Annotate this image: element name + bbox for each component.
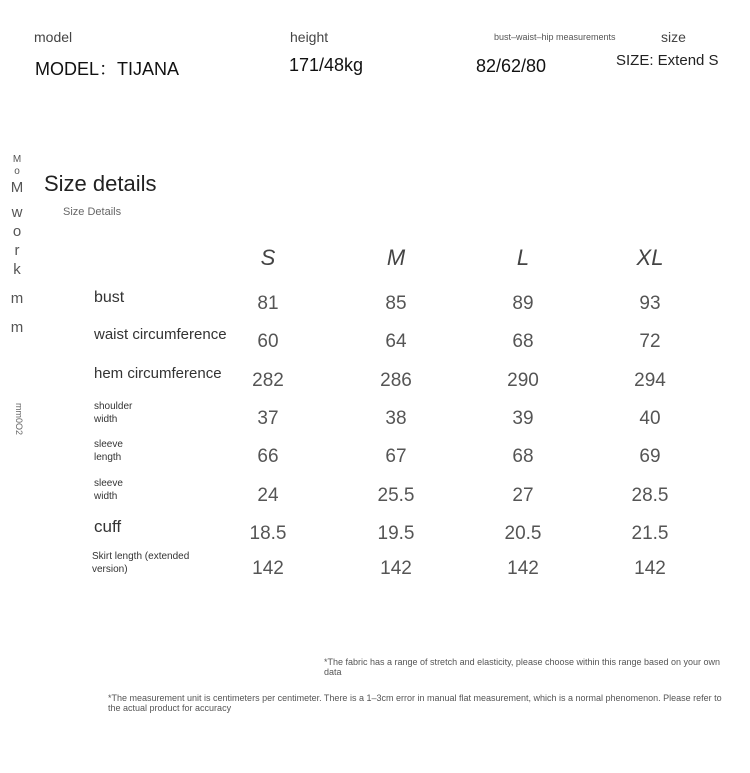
height-value: 171/48kg [289,55,364,75]
cell-skirt-xl: 142 [634,558,666,579]
cell-hem-xl: 294 [634,370,666,391]
row-label-skirt-length: Skirt length (extended version) [92,551,190,575]
size-label: size [661,29,686,45]
row-label-waist: waist circumference [94,326,227,343]
cell-bust-l: 89 [512,293,534,314]
side-code-text: mm0O2 [14,403,24,436]
row-label-bust: bust [94,289,125,306]
cell-cuff-m: 19.5 [377,523,415,544]
column-header-s: S [260,245,276,270]
cell-bust-xl: 93 [639,293,661,314]
cell-sleeve-length-m: 67 [385,446,407,467]
cell-shoulder-s: 37 [257,408,279,429]
cell-cuff-s: 18.5 [249,523,287,544]
measurements-label: bust–waist–hip measurements [494,32,616,42]
row-label-shoulder: shoulder width [94,401,133,425]
cell-sleeve-length-s: 66 [257,446,279,467]
row-label-sleeve-width: sleeve width [94,478,123,502]
side-letter: k [13,261,21,278]
cell-hem-l: 290 [507,370,539,391]
row-label-cuff: cuff [94,517,122,536]
cell-skirt-m: 142 [380,558,412,579]
cell-waist-s: 60 [257,331,279,352]
cell-shoulder-l: 39 [512,408,534,429]
cell-sleeve-width-m: 25.5 [377,485,415,506]
side-letter: r [14,242,20,259]
cell-cuff-l: 20.5 [504,523,542,544]
cell-skirt-l: 142 [507,558,539,579]
measurement-note: *The measurement unit is centimeters per centimeter. There is a 1–3cm error in manual flat measurement, which is a normal phenomenon. Please refer to the actual product for accuracy [108,693,722,713]
model-value: MODEL：TIJANA [35,59,180,79]
cell-hem-s: 282 [252,370,284,391]
side-letter: o [12,223,22,240]
side-brand-text [10,154,24,337]
cell-sleeve-width-xl: 28.5 [631,485,669,506]
row-label-sleeve-length: sleeve length [94,439,123,463]
side-letter: o [14,166,20,177]
height-label: height [290,29,329,45]
side-letter: m [10,290,24,307]
cell-shoulder-xl: 40 [639,408,661,429]
row-label-hem: hem circumference [94,365,222,382]
cell-cuff-xl: 21.5 [631,523,669,544]
cell-waist-l: 68 [512,331,534,352]
side-letter: M [10,179,24,196]
section-title: Size details [44,171,157,196]
cell-sleeve-width-s: 24 [257,485,279,506]
cell-hem-m: 286 [380,370,412,391]
measurements-value: 82/62/80 [476,56,547,76]
column-header-m: M [386,245,406,270]
model-label: model [34,29,73,45]
cell-bust-s: 81 [257,293,279,314]
cell-sleeve-length-xl: 69 [639,446,661,467]
column-header-xl: XL [636,245,664,270]
side-letter: m [10,319,24,336]
column-header-l: L [516,245,530,270]
stretch-note: *The fabric has a range of stretch and elasticity, please choose within this range based on your own data [324,657,721,677]
section-subtitle: Size Details [63,206,122,218]
cell-bust-m: 85 [385,293,407,314]
cell-shoulder-m: 38 [385,408,407,429]
size-value: SIZE: Extend S [616,52,719,69]
cell-waist-m: 64 [385,331,407,352]
cell-sleeve-length-l: 68 [512,446,534,467]
cell-waist-xl: 72 [639,331,661,352]
side-letter: w [11,204,23,221]
side-letter: M [12,154,22,165]
cell-skirt-s: 142 [252,558,284,579]
cell-sleeve-width-l: 27 [512,485,534,506]
